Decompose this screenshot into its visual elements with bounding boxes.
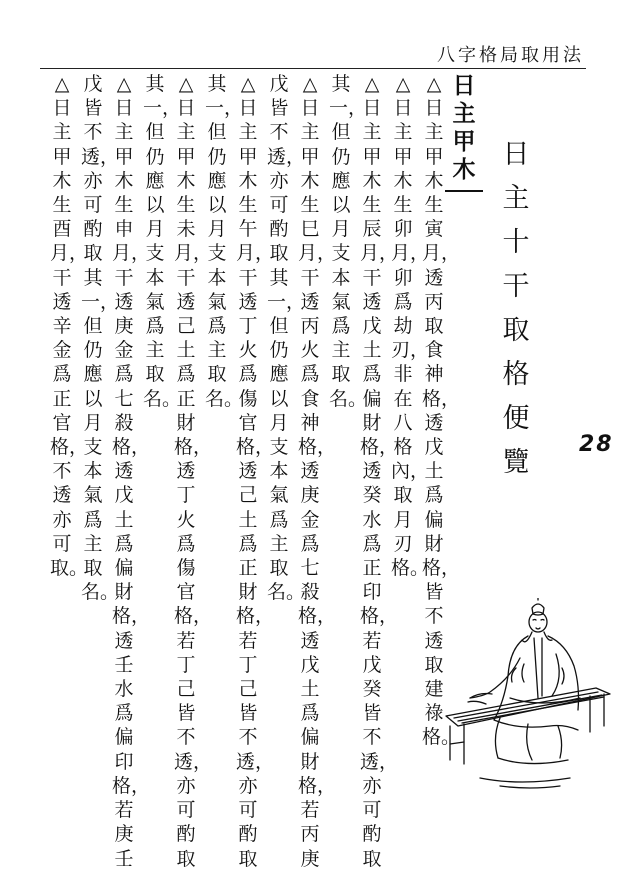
running-head: 八字格局取用法 — [437, 45, 584, 66]
page-number: 28 — [579, 432, 614, 457]
section-heading: 日主甲木 — [449, 72, 479, 184]
text-column-2: △日主甲木生卯月，卯爲劫刃，非在八格內，取月刃格。 — [391, 73, 430, 580]
text-column-7: △日主甲木生午月，干透丁火爲傷官格，透己土爲正財格，若丁己皆不透，亦可酌取 — [236, 73, 275, 870]
text-column-13: △日主甲木生酉月，干透辛金爲正官格，不透亦可取。 — [50, 73, 89, 580]
text-column-8: 其一，但仍應以月支本氣爲主取名。 — [205, 73, 244, 410]
text-column-10: 其一，但仍應以月支本氣爲主取名。 — [143, 73, 182, 410]
text-column-11: △日主甲木生申月，干透庚金爲七殺格，透戊土爲偏財格，透壬水爲偏印格，若庚壬 — [112, 73, 151, 870]
text-column-6: 戊皆不透，亦可酌取其一，但仍應以月支本氣爲主取名。 — [267, 73, 306, 604]
header-rule — [40, 68, 586, 69]
text-column-3: △日主甲木生辰月，干透戊土爲偏財格，透癸水爲正印格，若戊癸皆不透，亦可酌取 — [360, 73, 399, 870]
text-column-9: △日主甲木生未月，干透己土爲正財格，透丁火爲傷官格，若丁己皆不透，亦可酌取 — [174, 73, 213, 870]
text-column-5: △日主甲木生巳月，干透丙火爲食神格，透庚金爲七殺格，透戊土爲偏財格，若丙庚 — [298, 73, 337, 870]
chapter-title: 日主十干取格便覽 — [502, 139, 530, 478]
text-column-12: 戊皆不透，亦可酌取其一，但仍應以月支本氣爲主取名。 — [81, 73, 120, 604]
text-column-4: 其一，但仍應以月支本氣爲主取名。 — [329, 73, 368, 410]
scholar-with-guqin-illustration — [440, 598, 618, 793]
text-column-1: △日主甲木生寅月，透丙取食神格，透戊土爲偏財格，皆不透取建祿格。 — [422, 73, 461, 749]
